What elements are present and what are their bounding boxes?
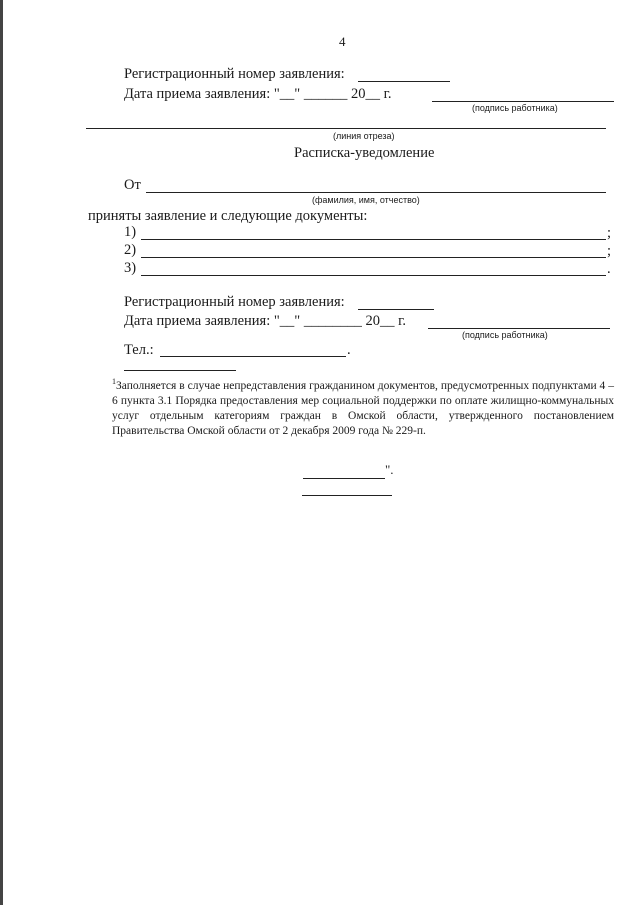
scan-edge [0, 0, 3, 905]
phone-line [160, 356, 346, 357]
footnote-marker: 1 [112, 377, 116, 386]
bottom-reg-number-line [358, 309, 434, 310]
footnote [112, 374, 614, 439]
bottom-signature-line [428, 328, 610, 329]
document-end-3: . [607, 261, 611, 277]
document-number-1: 1) [124, 224, 137, 240]
footnote-text: Заполняется в случае непредставления гражданином документов, предусмотренных подпунктами 4 – 6 пункта 3.1 Порядка предоставления мер социальной поддержки по оплате жилищно-коммунальных услуг отдельным категориям граждан в Омской области, утвержденного постановлением Правительства Омской области от 2 декабря 2009 года № 229-п. [112, 379, 614, 437]
from-name-line [146, 192, 606, 193]
document-end-2: ; [607, 243, 612, 259]
closing-quote: ". [385, 462, 394, 477]
footnote-separator [124, 370, 236, 371]
bottom-reg-label: Регистрационный номер заявления: [124, 294, 345, 310]
from-caption: (фамилия, имя, отчество) [312, 195, 420, 205]
closing-line-2 [302, 495, 392, 496]
bottom-signature-caption: (подпись работника) [462, 330, 548, 340]
phone-label: Тел.: [124, 342, 154, 358]
page-number: 4 [339, 34, 346, 49]
top-date-label: Дата приема заявления: "__" ______ 20__ г. [124, 86, 392, 102]
cut-line-caption: (линия отреза) [333, 131, 395, 141]
document-line-1 [141, 239, 606, 240]
accepted-text: приняты заявление и следующие документы: [88, 208, 368, 224]
receipt-title: Расписка-уведомление [294, 145, 435, 161]
top-reg-number-line [358, 81, 450, 82]
document-number-2: 2) [124, 242, 137, 258]
document-end-1: ; [607, 225, 612, 241]
top-signature-caption: (подпись работника) [472, 103, 558, 113]
from-label: От [124, 177, 141, 193]
document-line-3 [141, 275, 606, 276]
top-reg-label: Регистрационный номер заявления: [124, 66, 345, 82]
bottom-date-label: Дата приема заявления: "__" ________ 20__ г. [124, 313, 407, 329]
document-line-2 [141, 257, 606, 258]
closing-line-1 [303, 478, 385, 479]
top-signature-line [432, 101, 614, 102]
phone-end: . [347, 342, 351, 358]
document-number-3: 3) [124, 260, 137, 276]
cut-line [86, 128, 606, 129]
